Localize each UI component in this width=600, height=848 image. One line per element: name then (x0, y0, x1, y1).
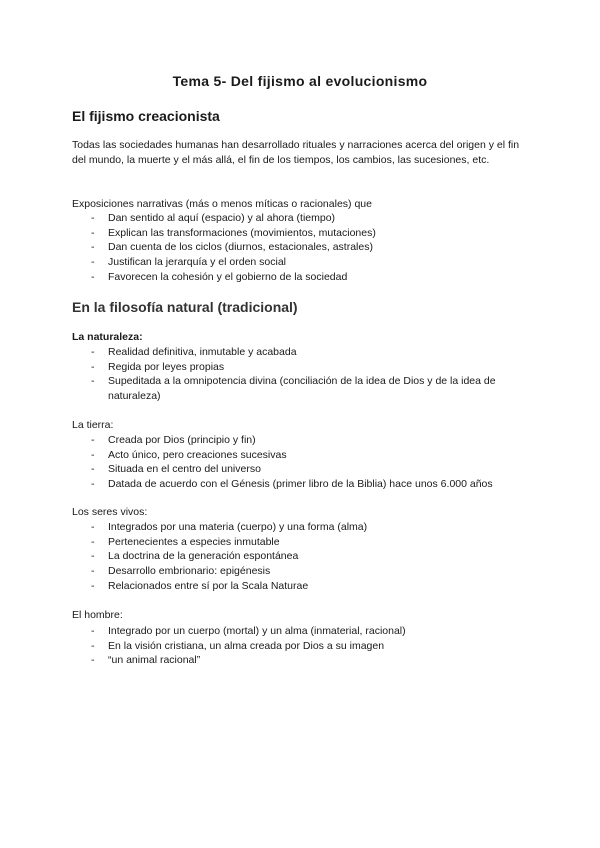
list-item: - Acto único, pero creaciones sucesivas (72, 448, 532, 463)
section-heading-fijismo: El fijismo creacionista (72, 108, 220, 124)
list-item: - Creada por Dios (principio y fin) (72, 433, 532, 448)
list-item: - Integrados por una materia (cuerpo) y una forma (alma) (72, 520, 532, 535)
list-item: - Dan sentido al aquí (espacio) y al ahora (tiempo) (72, 211, 532, 226)
list-item: - “un animal racional” (72, 653, 532, 668)
list-item: - Desarrollo embrionario: epigénesis (72, 564, 532, 579)
list-item: - Relacionados entre sí por la Scala Naturae (72, 579, 532, 594)
seres-vivos-label: Los seres vivos: (72, 506, 148, 518)
list-item: - La doctrina de la generación espontánea (72, 549, 532, 564)
tierra-label: La tierra: (72, 419, 114, 431)
seres-vivos-list (72, 520, 532, 594)
list-item: - Dan cuenta de los ciclos (diurnos, estacionales, astrales) (72, 240, 532, 255)
hombre-list (72, 624, 532, 668)
tierra-list (72, 433, 532, 492)
list-item: - Supeditada a la omnipotencia divina (conciliación de la idea de Dios y de la idea de naturaleza) (72, 374, 532, 403)
narrative-list-label: Exposiciones narrativas (más o menos míticas o racionales) que (72, 198, 372, 210)
list-item: - Realidad definitiva, inmutable y acabada (72, 345, 532, 360)
page-title: Tema 5- Del fijismo al evolucionismo (172, 73, 428, 89)
naturaleza-list (72, 345, 532, 404)
narrative-list (72, 211, 532, 285)
list-item: - Pertenecientes a especies inmutable (72, 535, 532, 550)
list-item: - Situada en el centro del universo (72, 462, 532, 477)
list-item: - Explican las transformaciones (movimientos, mutaciones) (72, 226, 532, 241)
list-item: - Justifican la jerarquía y el orden social (72, 255, 532, 270)
naturaleza-label: La naturaleza: (72, 331, 143, 343)
list-item: - Favorecen la cohesión y el gobierno de la sociedad (72, 270, 532, 285)
hombre-label: El hombre: (72, 609, 123, 621)
list-item: - En la visión cristiana, un alma creada por Dios a su imagen (72, 639, 532, 654)
list-item: - Datada de acuerdo con el Génesis (primer libro de la Biblia) hace unos 6.000 años (72, 477, 532, 492)
section-heading-filosofia: En la filosofía natural (tradicional) (72, 299, 298, 315)
list-item: - Integrado por un cuerpo (mortal) y un alma (inmaterial, racional) (72, 624, 532, 639)
intro-paragraph: Todas las sociedades humanas han desarrollado rituales y narraciones acerca del origen y el fin del mundo, la muerte y el más allá, el fin de los tiempos, los cambios, las sucesiones, etc. (72, 139, 520, 166)
list-item: - Regida por leyes propias (72, 360, 532, 375)
